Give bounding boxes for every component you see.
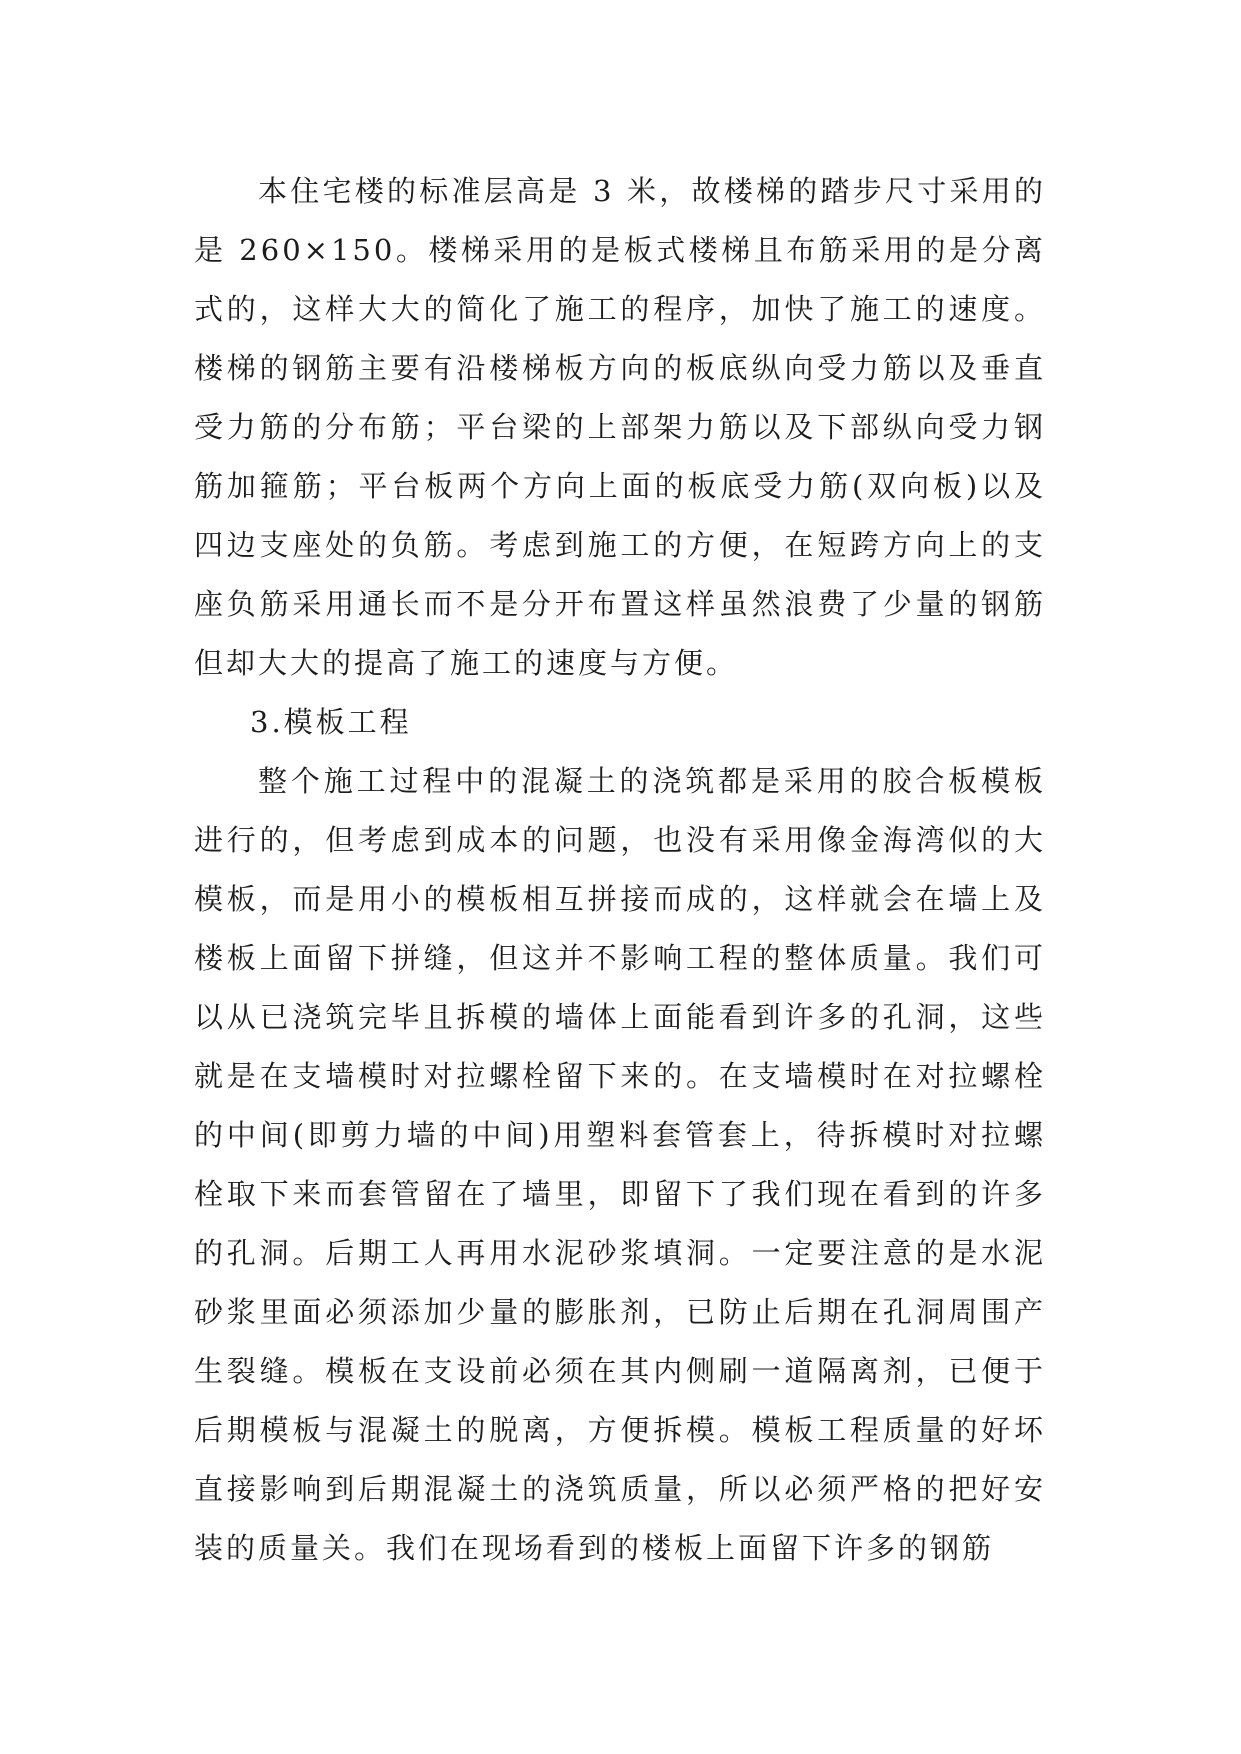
- paragraph-formwork: 整个施工过程中的混凝土的浇筑都是采用的胶合板模板进行的，但考虑到成本的问题，也没有采用像金海湾似的大模板，而是用小的模板相互拼接而成的，这样就会在墙上及楼板上面留下拼缝，但这并不影响工程的整体质量。我们可以从已浇筑完毕且拆模的墙体上面能看到许多的孔洞，这些就是在支墙模时对拉螺栓留下来的。在支墙模时在对拉螺栓的中间(即剪力墙的中间)用塑料套管套上，待拆模时对拉螺栓取下来而套管留在了墙里，即留下了我们现在看到的许多的孔洞。后期工人再用水泥砂浆填洞。一定要注意的是水泥砂浆里面必须添加少量的膨胀剂，已防止后期在孔洞周围产生裂缝。模板在支设前必须在其内侧刷一道隔离剂，已便于后期模板与混凝土的脱离，方便拆模。模板工程质量的好坏直接影响到后期混凝土的浇筑质量，所以必须严格的把好安装的质量关。我们在现场看到的楼板上面留下许多的钢筋: [194, 764, 1046, 1565]
- document-body: [194, 162, 1046, 1578]
- paragraph-stairs: 本住宅楼的标准层高是 3 米，故楼梯的踏步尺寸采用的是 260×150。楼梯采用的是板式楼梯且布筋采用的是分离式的，这样大大的简化了施工的程序，加快了施工的速度。楼梯的钢筋主要有沿楼梯板方向的板底纵向受力筋以及垂直受力筋的分布筋；平台梁的上部架力筋以及下部纵向受力钢筋加箍筋；平台板两个方向上面的板底受力筋(双向板)以及四边支座处的负筋。考虑到施工的方便，在短跨方向上的支座负筋采用通长而不是分开布置这样虽然浪费了少量的钢筋但却大大的提高了施工的速度与方便。: [194, 174, 1046, 680]
- section-heading: 3.模板工程: [250, 705, 412, 739]
